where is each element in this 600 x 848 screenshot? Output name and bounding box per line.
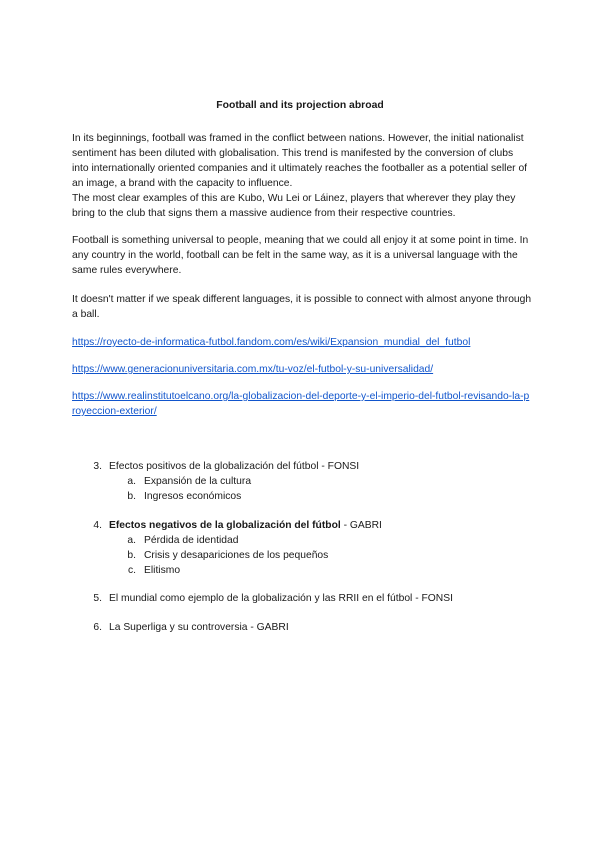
subitem-text: Elitismo (144, 565, 181, 576)
subitem-text: Pérdida de identidad (144, 535, 239, 546)
subitem-text: Crisis y desapariciones de los pequeños (144, 550, 329, 561)
outline-text: Efectos positivos de la globalización del fútbol - FONSI (109, 461, 360, 472)
outline-item-5 (0, 591, 600, 606)
subitem-letter: a. (127, 476, 136, 487)
outline-text (109, 518, 382, 533)
outline-item-4 (0, 518, 600, 578)
source-link-elcano[interactable]: https://www.realinstitutoelcano.org/la-globalizacion-del-deporte-y-el-imperio-del-futbol-revisando-la-proyeccion-exterior/ (72, 391, 530, 417)
universal-text: Football is something universal to people, meaning that we could all enjoy it at some point in time. In any country in the world, football can be felt in the same way, as it is a universal language with the same rules everywhere. (72, 235, 529, 276)
outline-item-3 (0, 459, 600, 504)
outline-number: 4. (93, 520, 102, 531)
languages-paragraph (72, 292, 532, 322)
outline-subitem (0, 563, 600, 578)
outline-item-6 (0, 620, 600, 635)
document-title: Football and its projection abroad (216, 100, 384, 111)
intro-paragraph (72, 131, 532, 221)
outline-subitem (0, 533, 600, 548)
subitem-letter: b. (127, 491, 136, 502)
outline-text-bold: Efectos negativos de la globalización del fútbol (109, 520, 341, 531)
universal-paragraph (72, 233, 532, 278)
outline-number: 3. (93, 461, 102, 472)
subitem-text: Expansión de la cultura (144, 476, 252, 487)
outline-number: 5. (93, 593, 102, 604)
subitem-text: Ingresos económicos (144, 491, 242, 502)
subitem-letter: c. (127, 565, 136, 576)
outline-subitem (0, 489, 600, 504)
intro-text: In its beginnings, football was framed in the conflict between nations. However, the initial nationalist sentiment has been diluted with globalisation. This trend is manifested by the conversion of clubs into internationally oriented companies and it ultimately reaches the footballer as a potential seller of an image, a brand with the capacity to influence. (72, 133, 528, 189)
source-link-generacion[interactable]: https://www.generacionuniversitaria.com.mx/tu-voz/el-futbol-y-su-universalidad/ (72, 364, 434, 375)
examples-text: The most clear examples of this are Kubo, Wu Lei or Láinez, players that wherever they play they bring to the club that signs them a massive audience from their respective countries. (72, 193, 516, 219)
outline-subitem (0, 474, 600, 489)
outline-text: La Superliga y su controversia - GABRI (109, 622, 289, 633)
subitem-letter: a. (127, 535, 136, 546)
outline-subitem (0, 548, 600, 563)
subitem-letter: b. (127, 550, 136, 561)
outline-number: 6. (93, 622, 102, 633)
outline-text: El mundial como ejemplo de la globalización y las RRII en el fútbol - FONSI (109, 593, 453, 604)
source-link-fandom[interactable]: https://royecto-de-informatica-futbol.fandom.com/es/wiki/Expansion_mundial_del_futbol (72, 337, 471, 348)
languages-text: It doesn't matter if we speak different languages, it is possible to connect with almost anyone through a ball. (72, 294, 532, 320)
outline-text-author: - GABRI (340, 520, 382, 531)
